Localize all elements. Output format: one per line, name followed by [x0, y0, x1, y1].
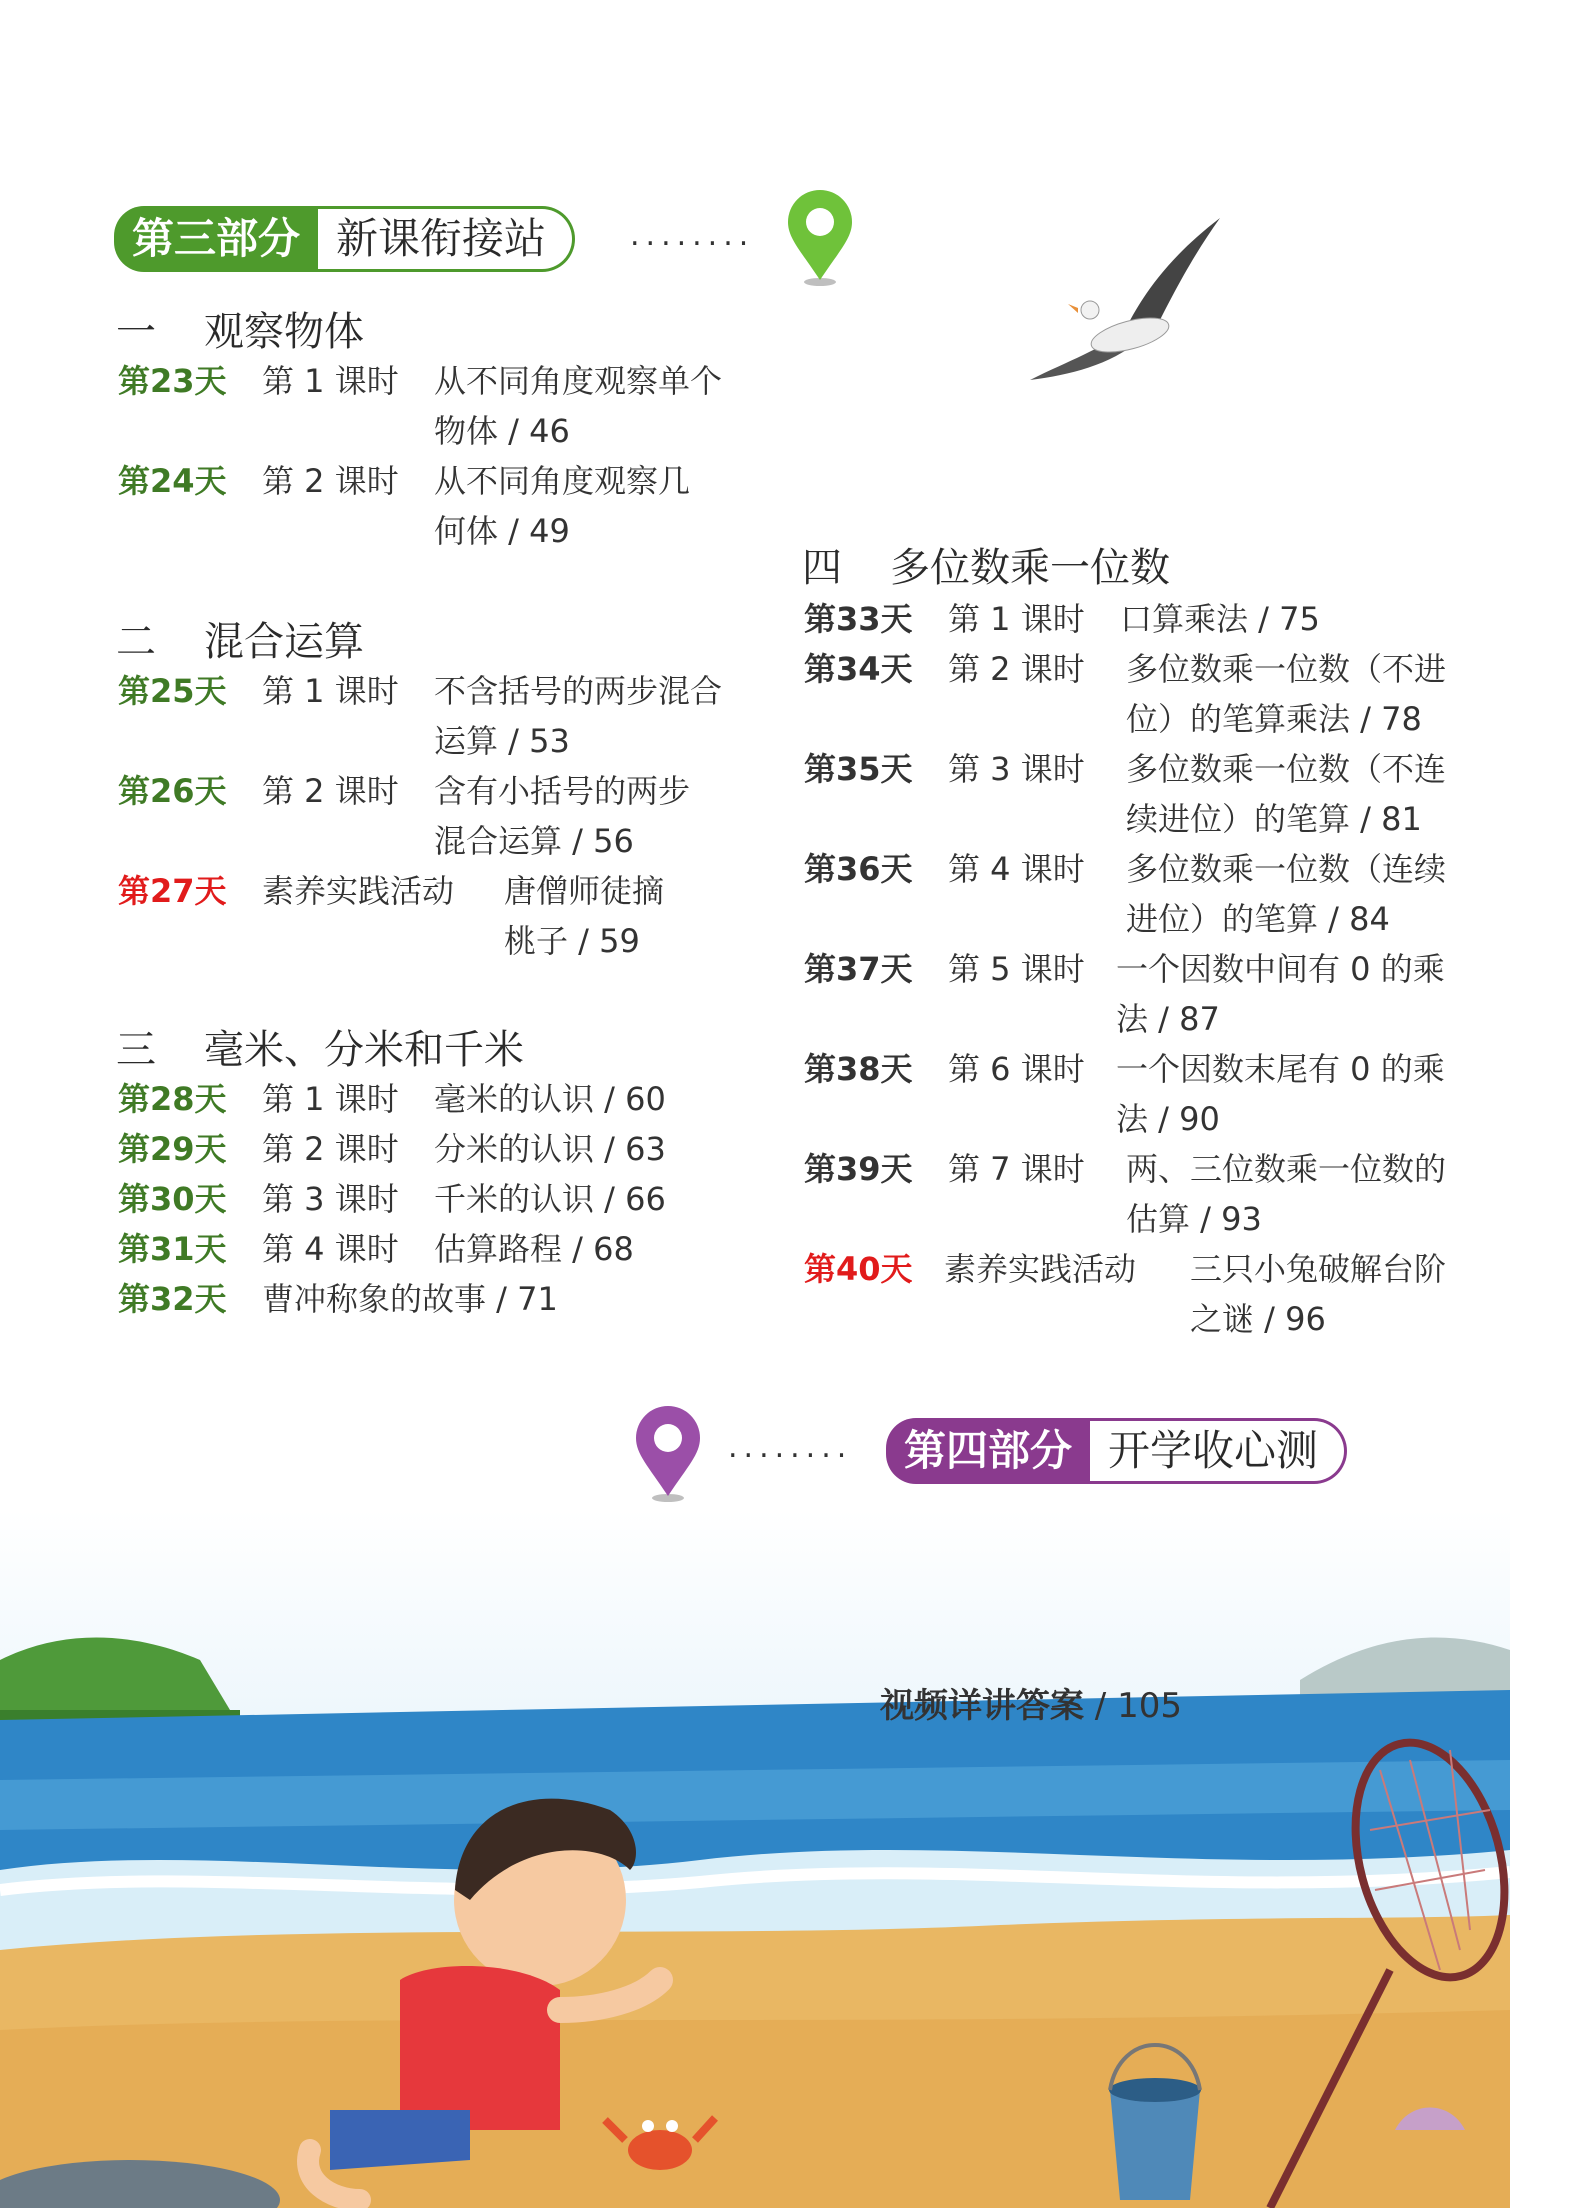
- toc-entry[interactable]: 第30天 第 3 课时 千米的认识 / 66: [118, 1180, 666, 1218]
- unit-heading-2: 二 混合运算: [116, 619, 364, 665]
- unit-heading-1: 一 观察物体: [116, 309, 364, 355]
- seagull-illustration: [990, 210, 1230, 390]
- map-pin-icon-green: [780, 188, 860, 288]
- part4-dots: ........: [728, 1430, 853, 1465]
- toc-entry[interactable]: 第40天 素养实践活动 三只小兔破解台阶 之谜 / 96: [804, 1250, 1447, 1338]
- unit-heading-3: 三 毫米、分米和千米: [116, 1027, 524, 1073]
- part4-banner: [886, 1418, 1347, 1484]
- toc-entry[interactable]: 第31天 第 4 课时 估算路程 / 68: [118, 1230, 634, 1268]
- unit-heading-4: 四 多位数乘一位数: [802, 545, 1170, 591]
- part3-label: 第三部分: [114, 206, 318, 272]
- part3-name: 新课衔接站: [318, 206, 575, 272]
- toc-entry[interactable]: 第28天 第 1 课时 毫米的认识 / 60: [118, 1080, 666, 1118]
- beach-scene-illustration: [0, 1510, 1578, 2208]
- part3-dots: ........: [630, 218, 755, 253]
- toc-entry[interactable]: 第37天 第 5 课时 一个因数中间有 0 的乘 法 / 87: [804, 950, 1445, 1038]
- answers-page: / 105: [1084, 1686, 1182, 1726]
- toc-entry[interactable]: 第32天 曹冲称象的故事 / 71: [118, 1280, 558, 1318]
- toc-entry[interactable]: 第39天 第 7 课时 两、三位数乘一位数的 估算 / 93: [804, 1150, 1447, 1238]
- part4-label: 第四部分: [886, 1418, 1090, 1484]
- toc-entry[interactable]: 第36天 第 4 课时 多位数乘一位数（连续 进位）的笔算 / 84: [804, 850, 1447, 938]
- toc-entry[interactable]: 第29天 第 2 课时 分米的认识 / 63: [118, 1130, 666, 1168]
- toc-entry[interactable]: 第35天 第 3 课时 多位数乘一位数（不连 续进位）的笔算 / 81: [804, 750, 1447, 838]
- toc-entry[interactable]: 第33天 第 1 课时 口算乘法 / 75: [804, 600, 1320, 638]
- answers-link[interactable]: [880, 1678, 1182, 1727]
- toc-entry[interactable]: 第23天 第 1 课时 从不同角度观察单个 物体 / 46: [118, 362, 723, 450]
- toc-entry[interactable]: 第34天 第 2 课时 多位数乘一位数（不进 位）的笔算乘法 / 78: [804, 650, 1447, 738]
- toc-entry[interactable]: 第25天 第 1 课时 不含括号的两步混合 运算 / 53: [118, 672, 723, 760]
- toc-entry[interactable]: 第27天 素养实践活动 唐僧师徒摘 桃子 / 59: [118, 872, 665, 960]
- toc-entry[interactable]: 第24天 第 2 课时 从不同角度观察几 何体 / 49: [118, 462, 691, 550]
- toc-entry[interactable]: 第38天 第 6 课时 一个因数末尾有 0 的乘 法 / 90: [804, 1050, 1445, 1138]
- part4-name: 开学收心测: [1090, 1418, 1347, 1484]
- toc-entry[interactable]: 第26天 第 2 课时 含有小括号的两步 混合运算 / 56: [118, 772, 691, 860]
- part3-banner: [114, 206, 575, 272]
- map-pin-icon-purple: [628, 1404, 708, 1504]
- answers-label: 视频详讲答案: [880, 1686, 1084, 1726]
